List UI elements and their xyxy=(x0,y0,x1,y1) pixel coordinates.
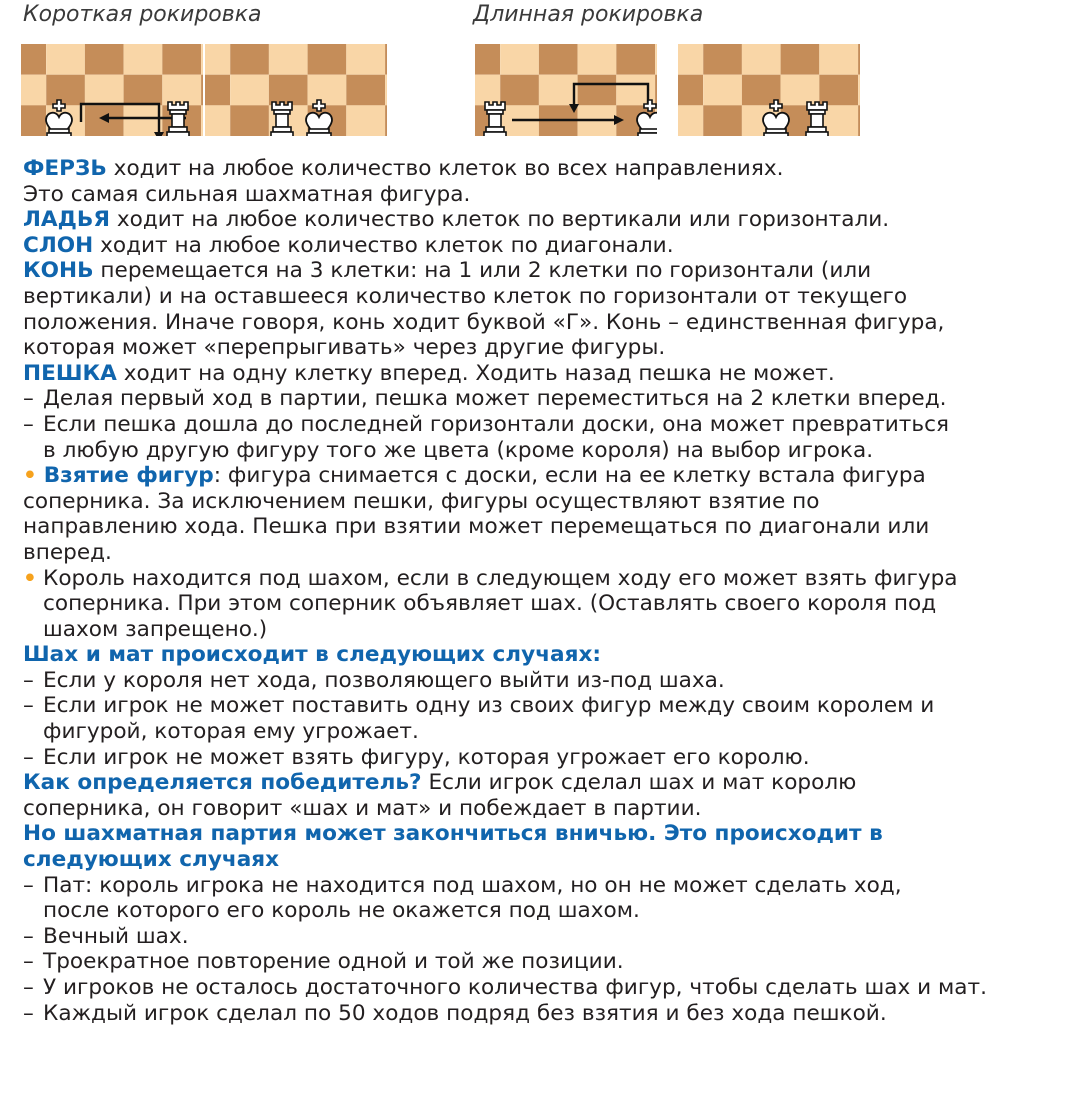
rook-heading: ЛАДЬЯ xyxy=(23,207,110,233)
board-square xyxy=(858,44,860,75)
pawn-heading: ПЕШКА xyxy=(23,360,117,386)
board-square xyxy=(205,44,230,75)
knight-heading: КОНЬ xyxy=(23,258,94,284)
board-square xyxy=(781,75,820,106)
short-castling-after-board xyxy=(205,44,387,136)
capture-heading: Взятие фигур xyxy=(43,463,214,489)
short-castling-before-board xyxy=(21,44,203,136)
board-square xyxy=(46,44,85,75)
board-square xyxy=(205,105,230,136)
long-castling-caption: Длинная рокировка xyxy=(473,2,704,27)
board-square xyxy=(21,44,46,75)
rules-text: ФЕРЗЬ ходит на любое количество клеток во всех направлениях. Это самая сильная шахматная фигура. ЛАДЬЯ ходит на любое количество клеток по вертикали или горизонтали. СЛОН ходит на любое количество клеток по диагонали. КОНЬ перемещается на 3 клетки: на 1 или 2 клетки по горизонтали (или вертикали) и на оставшееся количество клеток по горизонтали от текущего положения. Иначе говоря, конь ходит буквой «Г». Конь – единственная фигура, которая может «перепрыгивать» через другие фигуры. ПЕШКА ходит на одну клетку вперед. Ходить назад пешка не может. – Делая первый ход в партии, пешка может переместиться на 2 клетки вперед. – Если пешка дошла до последней горизонтали доски, она может превратиться в любую другую фигуру того же цвета (кроме короля) на выбор игрока. • Взятие фигур: фигура снимается с доски, если на ее клетку встала фигура соперника. За исключением пешки, фигуры осуществляют взятие по направлению хода. Пешка при взятии может перемещаться по диагонали или вперед. • Король находится под шахом, если в следующем ходу его может взять фигура соперника. При этом соперник объявляет шах. (Оставлять своего короля под шахом запрещено.) Шах и мат происходит в следующих случаях: – Если у короля нет хода, позволяющего выйти из-под шаха. – Если игрок не может поставить одну из своих фигур между своим королем и фигурой, которая ему угрожает. – Если игрок не может взять фигуру, которая угрожает его королю. Как определяется победитель? Если игрок сделал шах и мат королю соперника, он говорит «шах и мат» и побеждает в партии. Но шахматная партия может закончиться вничью. Это происходит в следующих случаях – Пат: король игрока не находится под шахом, но он не может сделать ход, после которого его король не окажется под шахом. – Вечный шах. – Троекратное повторение одной и той же позиции. – У игроков не осталось достаточного количества фигур, чтобы сделать шах и мат. – Каждый игрок сделал по 50 ходов подряд без взятия и без хода пешкой. xyxy=(23,156,1085,1026)
list-item: – Каждый игрок сделал по 50 ходов подряд без взятия и без хода пешкой. xyxy=(23,1000,887,1026)
capture-paragraph: • Взятие фигур: фигура снимается с доски, если на ее клетку встала фигура xyxy=(23,463,926,489)
list-item: – Делая первый ход в партии, пешка может переместиться на 2 клетки вперед. xyxy=(23,386,947,412)
board-square xyxy=(85,105,124,136)
board-square xyxy=(475,44,500,75)
board-square xyxy=(308,75,347,106)
bishop-paragraph: СЛОН ходит на любое количество клеток по диагонали. xyxy=(23,232,674,258)
board-square xyxy=(819,75,858,106)
board-square xyxy=(858,75,860,106)
board-square xyxy=(703,105,742,136)
board-square xyxy=(475,75,500,106)
board-square xyxy=(269,44,308,75)
mate-heading: Шах и мат происходит в следующих случаях: xyxy=(23,642,602,668)
board-square xyxy=(205,75,230,106)
board-square xyxy=(655,44,657,75)
board-square xyxy=(85,44,124,75)
board-square xyxy=(678,44,703,75)
long-castling-before-board xyxy=(475,44,657,136)
check-paragraph: • Король находится под шахом, если в следующем ходу его может взять фигура соперника. При этом соперник объявляет шах. (Оставлять своего короля под шахом запрещено.) xyxy=(23,565,958,642)
board-square xyxy=(201,75,203,106)
queen-paragraph: ФЕРЗЬ ходит на любое количество клеток во всех направлениях. xyxy=(23,156,784,181)
board-square xyxy=(346,44,385,75)
board-square xyxy=(346,75,385,106)
board-square xyxy=(346,105,385,136)
short-castling-caption: Короткая рокировка xyxy=(23,2,262,27)
board-square xyxy=(385,105,387,136)
board-square xyxy=(858,105,860,136)
board-square xyxy=(201,44,203,75)
board-square xyxy=(385,75,387,106)
list-item: – Если игрок не может поставить одну из своих фигур между своим королем и фигурой, которая ему угрожает. xyxy=(23,693,935,745)
board-square xyxy=(578,75,617,106)
board-square xyxy=(655,75,657,106)
pawn-paragraph: ПЕШКА ходит на одну клетку вперед. Ходить назад пешка не может. xyxy=(23,360,835,386)
list-item: – Пат: король игрока не находится под шахом, но он не может сделать ход, после которого его король не окажется под шахом. xyxy=(23,872,902,924)
board-square xyxy=(819,44,858,75)
board-square xyxy=(21,75,46,106)
board-square xyxy=(678,75,703,106)
list-item: – Если игрок не может взять фигуру, которая угрожает его королю. xyxy=(23,744,810,770)
board-square xyxy=(308,44,347,75)
board-square xyxy=(703,44,742,75)
board-square xyxy=(162,75,201,106)
board-square xyxy=(500,44,539,75)
winner-heading: Как определяется победитель? xyxy=(23,770,422,796)
board-square xyxy=(385,44,387,75)
queen-heading: ФЕРЗЬ xyxy=(23,156,107,181)
board-square xyxy=(616,44,655,75)
board-square xyxy=(230,44,269,75)
board-square xyxy=(269,75,308,106)
board-square xyxy=(539,44,578,75)
board-square xyxy=(85,75,124,106)
board-square xyxy=(703,75,742,106)
winner-paragraph: Как определяется победитель? Если игрок сделал шах и мат королю xyxy=(23,770,857,796)
board-square xyxy=(124,105,163,136)
board-square xyxy=(124,75,163,106)
board-square xyxy=(500,75,539,106)
board-square xyxy=(742,44,781,75)
rook-paragraph: ЛАДЬЯ ходит на любое количество клеток по вертикали или горизонтали. xyxy=(23,207,890,233)
queen-line-2: Это самая сильная шахматная фигура. xyxy=(23,181,471,207)
board-square xyxy=(230,75,269,106)
board-square xyxy=(781,44,820,75)
board-square xyxy=(21,105,46,136)
board-square xyxy=(201,105,203,136)
board-square xyxy=(230,105,269,136)
board-square xyxy=(124,44,163,75)
bishop-heading: СЛОН xyxy=(23,232,94,258)
draw-heading: Но шахматная партия может закончиться вничью. Это происходит в xyxy=(23,821,883,847)
list-item: – Троекратное повторение одной и той же позиции. xyxy=(23,949,624,975)
board-square xyxy=(539,75,578,106)
knight-paragraph: КОНЬ перемещается на 3 клетки: на 1 или 2 клетки по горизонтали (или xyxy=(23,258,872,284)
list-item: – Если у короля нет хода, позволяющего выйти из-под шаха. xyxy=(23,667,725,693)
list-item: – У игроков не осталось достаточного количества фигур, чтобы сделать шах и мат. xyxy=(23,975,987,1000)
list-item: – Вечный шах. xyxy=(23,923,189,949)
long-castling-after-board xyxy=(678,44,860,136)
bullet-icon: • xyxy=(23,463,37,489)
board-square xyxy=(678,105,703,136)
list-item: – Если пешка дошла до последней горизонтали доски, она может превратиться в любую другую фигуру того же цвета (кроме короля) на выбор игрока. xyxy=(23,411,949,463)
board-square xyxy=(46,75,85,106)
board-square xyxy=(162,44,201,75)
bullet-icon: • xyxy=(23,565,37,591)
board-square xyxy=(578,44,617,75)
